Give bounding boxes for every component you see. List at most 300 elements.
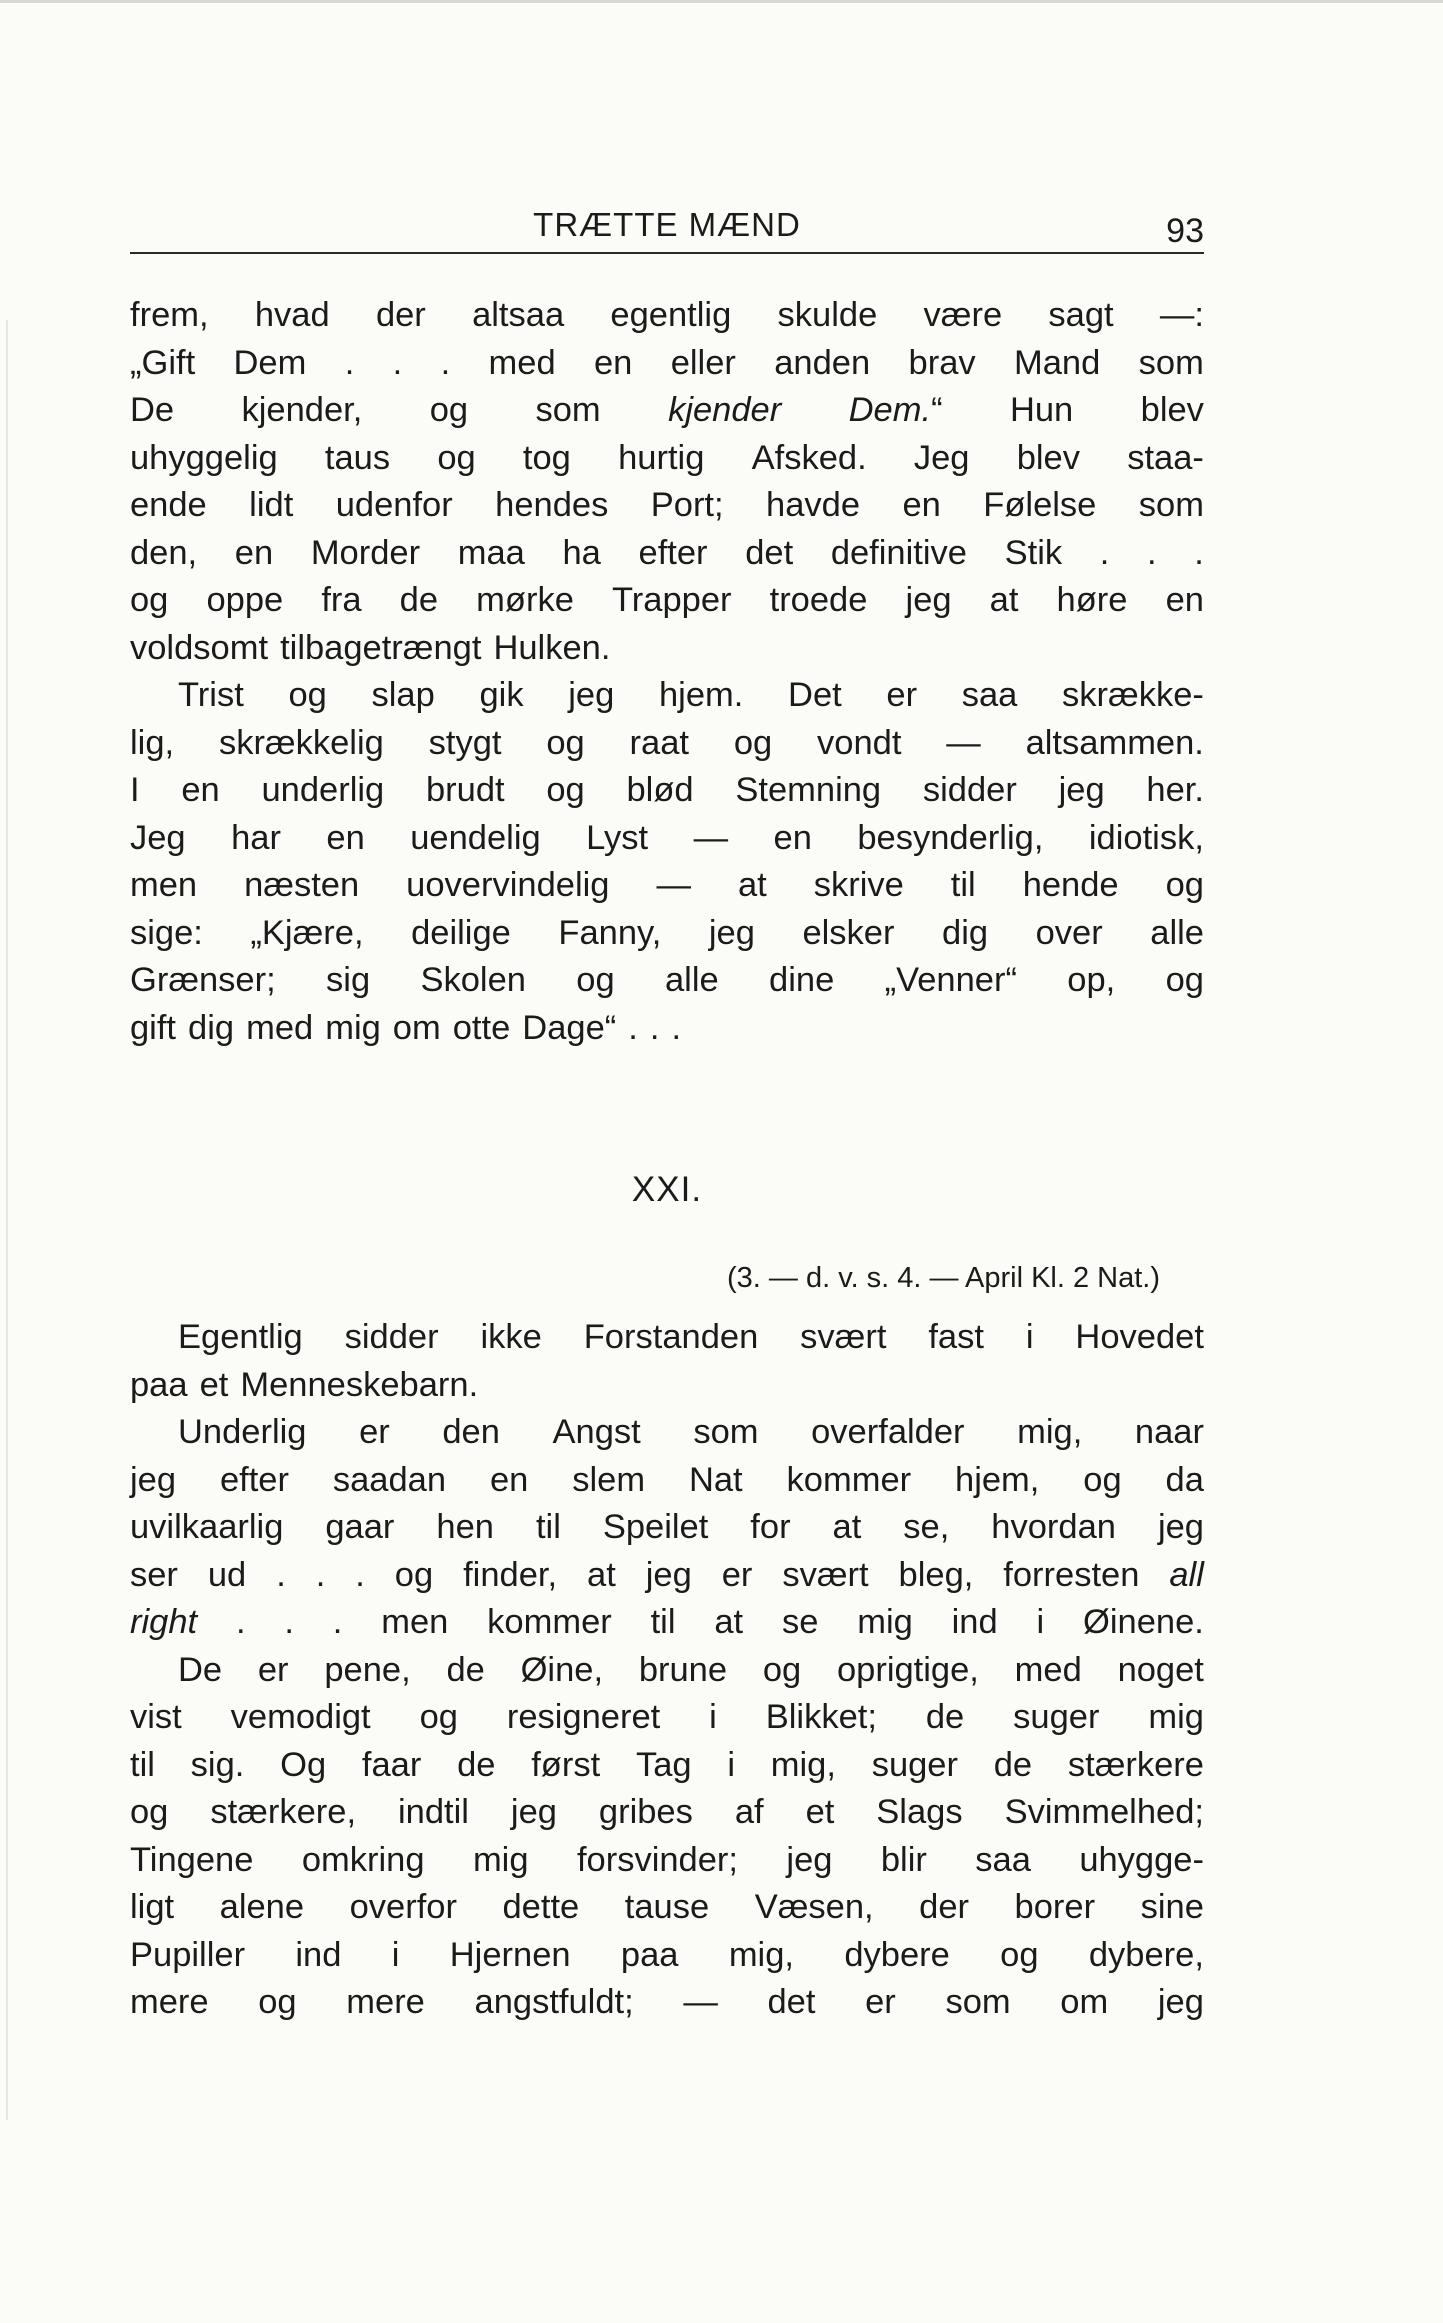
word: Slags bbox=[876, 1793, 963, 1831]
word: fra bbox=[321, 581, 362, 619]
word: troede bbox=[769, 581, 868, 619]
word: suger bbox=[1013, 1698, 1100, 1736]
word: borer bbox=[1014, 1888, 1096, 1926]
text-line bbox=[130, 1599, 1204, 1647]
word: og bbox=[546, 771, 585, 809]
text-line bbox=[130, 1409, 1204, 1457]
word: gribes bbox=[598, 1793, 693, 1831]
word: ind bbox=[295, 1935, 342, 1974]
paragraphs-before-chapter bbox=[130, 292, 1204, 1052]
word: vemodigt bbox=[230, 1698, 371, 1736]
text-line bbox=[130, 720, 1204, 768]
word: — bbox=[693, 818, 729, 857]
text-line bbox=[130, 1979, 1204, 2027]
word: Øine, bbox=[520, 1650, 604, 1689]
word: suger bbox=[871, 1745, 958, 1784]
word: de bbox=[446, 1650, 485, 1689]
word: at bbox=[832, 1508, 862, 1546]
word: og bbox=[546, 723, 585, 762]
word: de bbox=[993, 1745, 1033, 1784]
word: blir bbox=[880, 1840, 927, 1879]
word: altsaa bbox=[472, 296, 565, 334]
word: otte bbox=[452, 1008, 511, 1047]
word: faar bbox=[361, 1745, 422, 1784]
word: den bbox=[442, 1413, 500, 1451]
word: finder, bbox=[463, 1555, 558, 1594]
word: jeg bbox=[786, 1840, 833, 1879]
word: alle bbox=[665, 961, 719, 999]
text-line bbox=[130, 292, 1204, 340]
word: noget bbox=[1117, 1650, 1204, 1689]
word: en bbox=[593, 343, 633, 382]
word: med bbox=[246, 1008, 314, 1047]
word: . bbox=[355, 1555, 365, 1594]
word: mig bbox=[472, 1840, 529, 1879]
word: hjem, bbox=[955, 1460, 1040, 1499]
word: og bbox=[733, 723, 773, 762]
word: og bbox=[258, 1983, 297, 2021]
running-title: TRÆTTE MÆND bbox=[533, 206, 801, 243]
word: Jeg bbox=[130, 818, 186, 857]
word: mig, bbox=[728, 1935, 794, 1974]
word: all bbox=[1169, 1555, 1204, 1594]
word: omkring bbox=[301, 1840, 425, 1879]
word: ende bbox=[130, 486, 207, 524]
word: jeg bbox=[645, 1555, 692, 1594]
word: sig bbox=[326, 961, 371, 999]
word: svært bbox=[800, 1318, 887, 1356]
word: „Venner“ bbox=[884, 961, 1017, 999]
word: jeg bbox=[1157, 1508, 1204, 1546]
word: . bbox=[628, 1008, 638, 1047]
text-line bbox=[130, 1457, 1204, 1505]
word: paa bbox=[130, 1365, 188, 1404]
word: „Kjære, bbox=[250, 913, 364, 952]
text-line bbox=[130, 1647, 1204, 1695]
word: jeg bbox=[568, 676, 615, 714]
word: som bbox=[1138, 343, 1204, 382]
word: Dage“ bbox=[522, 1008, 617, 1047]
word: ser bbox=[130, 1555, 178, 1594]
word: staa- bbox=[1127, 438, 1204, 477]
word: havde bbox=[766, 486, 861, 524]
text-line bbox=[130, 482, 1204, 530]
word: efter bbox=[638, 533, 708, 572]
word: op, bbox=[1067, 961, 1116, 999]
word: uovervindelig bbox=[406, 866, 610, 904]
word: hvad bbox=[254, 296, 330, 334]
text-line bbox=[130, 1504, 1204, 1552]
word: voldsomt bbox=[130, 628, 269, 667]
word: Hulken. bbox=[493, 628, 611, 667]
word: Og bbox=[280, 1745, 327, 1784]
word: og bbox=[419, 1698, 458, 1736]
text-line bbox=[130, 1789, 1204, 1837]
word: brudt bbox=[425, 771, 505, 809]
word: udenfor bbox=[335, 486, 453, 524]
text-line bbox=[130, 577, 1204, 625]
word: i bbox=[727, 1745, 735, 1784]
word: kjender, bbox=[241, 391, 363, 429]
word: hende bbox=[1022, 866, 1119, 904]
word: Væsen, bbox=[754, 1888, 874, 1926]
text-line bbox=[130, 1005, 1204, 1053]
word: . bbox=[440, 343, 451, 382]
word: Jeg bbox=[913, 438, 970, 477]
word: og bbox=[394, 1555, 434, 1594]
text-line bbox=[130, 910, 1204, 958]
word: Det bbox=[788, 676, 842, 714]
page-edge-shadow bbox=[6, 320, 8, 2120]
word: Forstanden bbox=[583, 1318, 759, 1356]
text-line bbox=[130, 672, 1204, 720]
word: fast bbox=[928, 1318, 984, 1356]
word: den, bbox=[130, 533, 198, 572]
word: . bbox=[276, 1555, 286, 1594]
word: hurtig bbox=[618, 438, 705, 477]
word: Trist bbox=[178, 676, 244, 714]
word: en bbox=[1165, 581, 1204, 619]
word: . bbox=[1194, 533, 1204, 572]
word: De bbox=[130, 391, 175, 429]
word: som bbox=[1138, 486, 1204, 524]
word: og bbox=[576, 961, 615, 999]
word: Svimmelhed; bbox=[1004, 1793, 1204, 1831]
word: hen bbox=[436, 1508, 494, 1546]
chapter-heading: XXI. bbox=[631, 1170, 703, 1209]
word: de bbox=[457, 1745, 496, 1784]
word: skrive bbox=[813, 866, 904, 904]
word: besynderlig, bbox=[857, 818, 1044, 857]
word: — bbox=[946, 723, 981, 762]
word: mig, bbox=[770, 1745, 836, 1784]
word: efter bbox=[219, 1460, 289, 1499]
word: Pupiller bbox=[130, 1935, 246, 1974]
word: og bbox=[1083, 1460, 1122, 1499]
text-line bbox=[130, 767, 1204, 815]
word: elsker bbox=[802, 913, 895, 952]
word: . bbox=[332, 1603, 343, 1641]
word: . bbox=[284, 1603, 294, 1641]
word: raat bbox=[629, 723, 689, 762]
word: overfalder bbox=[811, 1413, 965, 1451]
text-line bbox=[130, 1314, 1204, 1362]
word: jeg bbox=[905, 581, 952, 619]
word: sige: bbox=[130, 913, 203, 952]
word: Hun bbox=[1009, 391, 1074, 429]
word: brune bbox=[638, 1650, 728, 1689]
word: Følelse bbox=[983, 486, 1097, 524]
word: hvordan bbox=[991, 1508, 1116, 1546]
word: uvilkaarlig bbox=[130, 1508, 284, 1546]
word: jeg bbox=[130, 1460, 177, 1499]
word: stygt bbox=[428, 723, 502, 762]
word: jeg bbox=[708, 913, 755, 952]
word: dybere, bbox=[1088, 1935, 1204, 1974]
text-line bbox=[130, 1694, 1204, 1742]
word: dybere bbox=[844, 1935, 950, 1974]
text-line bbox=[130, 387, 1204, 435]
word: for bbox=[750, 1508, 791, 1546]
word: „Gift bbox=[130, 343, 196, 382]
word: lig, bbox=[130, 723, 175, 762]
word: svært bbox=[782, 1555, 869, 1594]
word: ud bbox=[207, 1555, 247, 1594]
word: uendelig bbox=[410, 818, 541, 857]
word: deilige bbox=[411, 913, 511, 952]
word: har bbox=[231, 818, 281, 857]
word: sidder bbox=[344, 1318, 439, 1356]
word: — bbox=[656, 866, 691, 904]
word: skrækkelig bbox=[218, 723, 384, 762]
word: om bbox=[1060, 1983, 1109, 2021]
word: mig bbox=[857, 1603, 913, 1641]
word: at bbox=[737, 866, 767, 904]
word: eller bbox=[670, 343, 736, 382]
word: kjender bbox=[668, 391, 782, 429]
word: anden bbox=[774, 343, 871, 382]
word: hendes bbox=[495, 486, 609, 524]
word: blød bbox=[626, 771, 694, 809]
word: Tag bbox=[635, 1745, 692, 1784]
word: slem bbox=[572, 1460, 646, 1499]
word: blev bbox=[1140, 391, 1204, 429]
word: oppe bbox=[206, 581, 284, 619]
word: er bbox=[257, 1650, 289, 1689]
word: og bbox=[130, 1793, 169, 1831]
word: til bbox=[950, 866, 976, 904]
word: er bbox=[865, 1983, 896, 2021]
word: resigneret bbox=[506, 1698, 661, 1736]
word: gik bbox=[479, 676, 524, 714]
word: . bbox=[649, 1008, 660, 1047]
text-line bbox=[130, 815, 1204, 863]
word: angstfuldt; bbox=[474, 1983, 634, 2021]
text-line bbox=[130, 862, 1204, 910]
word: til bbox=[650, 1603, 676, 1641]
word: Angst bbox=[552, 1413, 641, 1451]
word: indtil bbox=[397, 1793, 469, 1831]
word: se, bbox=[903, 1508, 950, 1546]
word: da bbox=[1165, 1460, 1204, 1499]
word: gift bbox=[130, 1008, 177, 1047]
word: som bbox=[535, 391, 601, 429]
word: først bbox=[531, 1745, 601, 1784]
word: er bbox=[721, 1555, 753, 1594]
word: Dem bbox=[233, 343, 307, 382]
word: frem, bbox=[130, 296, 209, 334]
word: om bbox=[392, 1008, 441, 1047]
word: idiotisk, bbox=[1088, 818, 1204, 857]
word: maa bbox=[457, 533, 525, 572]
text-line bbox=[130, 625, 1204, 673]
word: Dem.“ bbox=[848, 391, 943, 429]
word: . bbox=[315, 1555, 326, 1594]
word: saa bbox=[961, 676, 1018, 714]
word: dig bbox=[188, 1008, 235, 1047]
word: Underlig bbox=[178, 1413, 307, 1451]
word: her. bbox=[1146, 771, 1204, 809]
word: lidt bbox=[249, 486, 294, 524]
word: uhyggelig bbox=[130, 438, 278, 477]
word: Hjernen bbox=[449, 1935, 571, 1974]
word: og bbox=[429, 391, 469, 429]
word: gaar bbox=[325, 1508, 395, 1546]
word: skulde bbox=[777, 296, 878, 334]
word: sine bbox=[1140, 1888, 1204, 1926]
running-head bbox=[130, 200, 1204, 254]
word: sidder bbox=[922, 771, 1017, 809]
text-line bbox=[130, 1884, 1204, 1932]
word: og bbox=[1000, 1935, 1039, 1974]
word: sagt bbox=[1048, 296, 1114, 334]
word: som bbox=[693, 1413, 759, 1451]
word: og bbox=[437, 438, 476, 477]
word: jeg bbox=[1058, 771, 1105, 809]
word: saa bbox=[975, 1840, 1031, 1879]
text-line bbox=[130, 1362, 1204, 1410]
word: at bbox=[587, 1555, 616, 1594]
word: dig bbox=[942, 913, 989, 952]
word: er bbox=[359, 1413, 390, 1451]
text-line bbox=[130, 435, 1204, 483]
text-line bbox=[130, 530, 1204, 578]
word: og bbox=[762, 1650, 802, 1689]
word: en bbox=[902, 486, 941, 524]
word: egentlig bbox=[610, 296, 732, 334]
word: hjem. bbox=[658, 676, 744, 714]
word: Trapper bbox=[611, 581, 732, 619]
word: kommer bbox=[786, 1460, 912, 1499]
word: Hovedet bbox=[1075, 1318, 1204, 1356]
word: de bbox=[925, 1698, 965, 1736]
word: underlig bbox=[261, 771, 385, 809]
word: taus bbox=[324, 438, 391, 477]
word: det bbox=[745, 533, 794, 572]
word: til bbox=[130, 1745, 155, 1784]
word: — bbox=[683, 1983, 718, 2021]
word: mørke bbox=[476, 581, 574, 619]
word: Nat bbox=[688, 1460, 743, 1499]
word: Morder bbox=[310, 533, 421, 572]
word: vondt bbox=[817, 723, 902, 762]
word: paa bbox=[620, 1935, 679, 1974]
word: Fanny, bbox=[558, 913, 662, 952]
word: ligt bbox=[130, 1888, 175, 1926]
word: Speilet bbox=[602, 1508, 709, 1546]
word: de bbox=[399, 581, 439, 619]
word: blev bbox=[1016, 438, 1080, 477]
word: pene, bbox=[324, 1650, 411, 1689]
word: definitive bbox=[830, 533, 967, 572]
word: ha bbox=[562, 533, 601, 572]
word: sig. bbox=[190, 1745, 245, 1784]
word: dine bbox=[769, 961, 835, 999]
word: at bbox=[714, 1603, 744, 1641]
word: Lyst bbox=[586, 818, 649, 857]
word: brav bbox=[908, 343, 976, 382]
word: altsammen. bbox=[1025, 723, 1204, 762]
word: med bbox=[1014, 1650, 1082, 1689]
word: —: bbox=[1159, 296, 1204, 334]
word: og bbox=[130, 581, 169, 619]
word: ikke bbox=[480, 1318, 542, 1356]
book-page bbox=[130, 200, 1204, 2027]
word: er bbox=[886, 676, 918, 714]
word: det bbox=[767, 1983, 816, 2021]
word: og bbox=[288, 676, 327, 714]
word: Egentlig bbox=[178, 1318, 303, 1356]
word: Port; bbox=[650, 486, 724, 524]
top-edge-rule bbox=[0, 0, 1443, 3]
word: alene bbox=[219, 1888, 305, 1926]
word: De bbox=[178, 1650, 223, 1689]
word: der bbox=[919, 1888, 970, 1926]
word: . bbox=[235, 1603, 246, 1641]
word: forresten bbox=[1003, 1555, 1140, 1594]
word: der bbox=[375, 296, 426, 334]
word: I bbox=[130, 771, 140, 809]
word: uhygge- bbox=[1079, 1840, 1204, 1879]
word: men bbox=[381, 1603, 449, 1641]
word: slap bbox=[371, 676, 435, 714]
word: jeg bbox=[510, 1793, 557, 1831]
word: mig, bbox=[1017, 1413, 1083, 1451]
text-line bbox=[130, 1932, 1204, 1980]
word: Grænser; bbox=[130, 961, 276, 999]
word: i bbox=[709, 1698, 717, 1736]
word: mig bbox=[1148, 1698, 1204, 1736]
word: stærkere, bbox=[210, 1793, 357, 1831]
word: stærkere bbox=[1067, 1745, 1204, 1784]
word: Blikket; bbox=[765, 1698, 877, 1736]
word: . bbox=[671, 1008, 682, 1047]
word: men bbox=[130, 866, 198, 904]
word: Stik bbox=[1004, 533, 1063, 572]
word: Skolen bbox=[420, 961, 526, 999]
word: alle bbox=[1150, 913, 1204, 952]
word: Menneskebarn. bbox=[240, 1365, 479, 1404]
word: right bbox=[130, 1603, 198, 1641]
word: en bbox=[181, 771, 220, 809]
word: Mand bbox=[1014, 343, 1101, 382]
word: Stemning bbox=[735, 771, 882, 809]
text-line bbox=[130, 957, 1204, 1005]
word: en bbox=[773, 818, 812, 857]
word: en bbox=[489, 1460, 529, 1499]
chapter-dateline: (3. — d. v. s. 4. — April Kl. 2 Nat.) bbox=[727, 1262, 1160, 1294]
word: med bbox=[488, 343, 556, 382]
word: tog bbox=[522, 438, 571, 477]
word: af bbox=[734, 1793, 764, 1831]
word: . bbox=[1147, 533, 1157, 572]
word: . bbox=[392, 343, 403, 382]
word: til bbox=[535, 1508, 561, 1546]
word: mere bbox=[130, 1983, 209, 2021]
word: et bbox=[199, 1365, 229, 1404]
word: vist bbox=[130, 1698, 182, 1736]
word: over bbox=[1035, 913, 1103, 952]
word: . bbox=[344, 343, 355, 382]
word: en bbox=[234, 533, 274, 572]
word: dette bbox=[502, 1888, 580, 1926]
word: i bbox=[391, 1935, 400, 1974]
text-line bbox=[130, 340, 1204, 388]
word: at bbox=[989, 581, 1019, 619]
text-line bbox=[130, 1552, 1204, 1600]
word: høre bbox=[1056, 581, 1128, 619]
word: og bbox=[1165, 961, 1204, 999]
